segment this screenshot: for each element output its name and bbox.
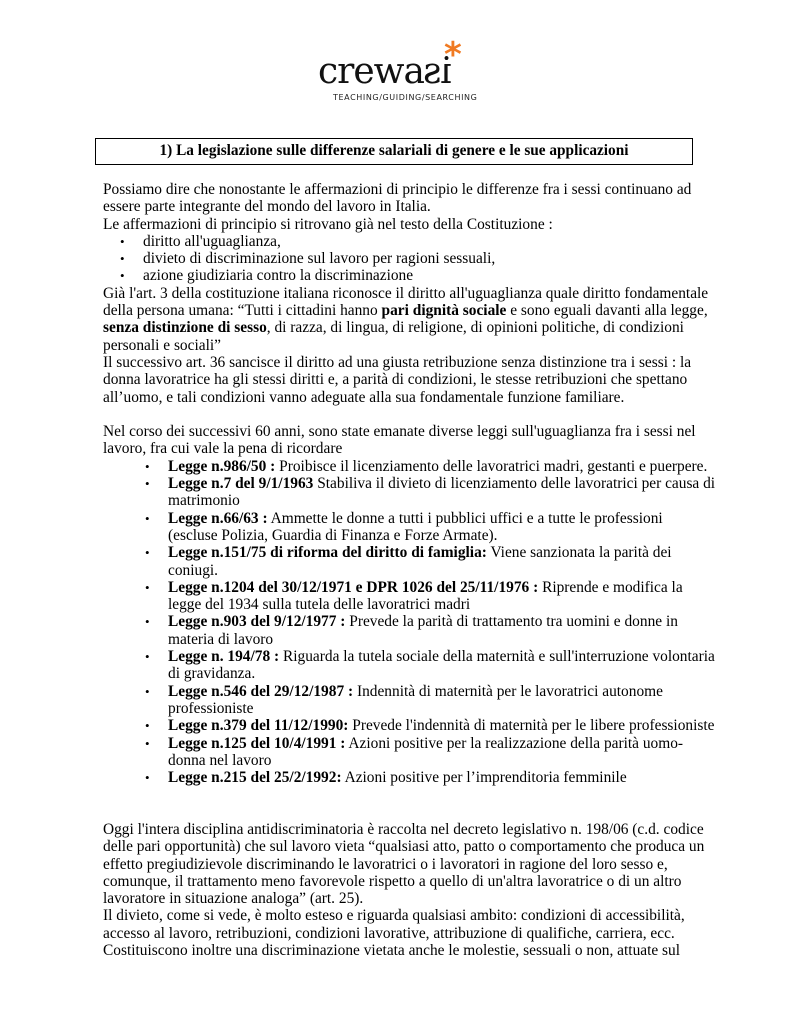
text-line [103,250,703,267]
text-line [103,631,703,648]
text-line [103,752,703,769]
text-line [103,821,703,838]
bold-text: Legge n.379 del 11/12/1990: [168,717,349,735]
text: accesso al lavoro, retribuzioni, condizioni lavorative, attribuzione di qualifiche, carriera, ecc. [103,924,675,942]
text: comunque, il trattamento meno favorevole rispetto a quello di un'altra lavoratrice o di un altro [103,872,682,890]
list-item [103,510,703,545]
list-item [103,648,715,683]
text: lavoratore in situazione analoga” (art. 25). [103,890,364,908]
bullet-icon: • [120,251,125,267]
text-line [103,527,703,544]
text-line [103,562,703,579]
text-line [103,717,715,735]
text: donna nel lavoro [168,751,272,769]
bullet-icon: • [145,683,150,699]
bold-text: Legge n. 194/78 : [168,648,280,666]
text: Indennità di maternità per le lavoratrici autonome [353,682,663,700]
text: di gravidanza. [168,665,256,683]
text: Le affermazioni di principio si ritrovano già nel testo della Costituzione : [103,215,553,233]
bullet-icon: • [120,268,125,284]
text-line [103,475,716,493]
bold-text: Legge n.125 del 10/4/1991 : [168,734,346,752]
list-item [103,457,708,475]
text: Azioni positive per l’imprenditoria femminile [341,769,627,787]
text: Già l'art. 3 della costituzione italiana riconosce il diritto all'uguaglianza quale diritto fondamentale [103,284,709,302]
text: Viene sanzionata la parità dei [486,544,672,562]
paragraph [103,181,703,233]
text-line [103,683,703,700]
text: Prevede l'indennità di maternità per le libere professioniste [348,717,715,735]
text-line [103,856,703,873]
text: professioniste [168,699,254,717]
text: azione giudiziaria contro la discriminazione [143,267,414,285]
text-line [103,319,703,336]
logo-wordmark [318,52,452,92]
bold-text: Legge n.215 del 25/2/1992: [168,769,342,787]
text: Il divieto, come si vede, è molto esteso e riguarda qualsiasi ambito: condizioni di accessibilità, [103,907,685,925]
text: Prevede la parità di trattamento tra uomini e donne in [345,613,678,631]
text: Il successivo art. 36 sancisce il diritto ad una giusta retribuzione senza distinzione tra i sessi : la [103,353,692,371]
text: coniugi. [168,561,219,579]
text-line [103,613,703,630]
text: essere parte integrante del mondo del lavoro in Italia. [103,198,431,216]
text: Nel corso dei successivi 60 anni, sono state emanate diverse leggi sull'uguaglianza fra i sessi nel [103,423,696,441]
section-title: 1) La legislazione sulle differenze salariali di genere e le sue applicazioni [95,138,693,165]
bold-text: pari dignità sociale [381,302,507,320]
text-line [103,267,703,284]
text-line [103,492,703,509]
text: Oggi l'intera disciplina antidiscriminatoria è raccolta nel decreto legislativo n. 198/06 (c.d. codice [103,820,704,838]
text: effetto pregiudizievole discriminando le lavoratrici o i lavoratori in ragione del loro sesso e, [103,855,668,873]
paragraph [103,786,703,959]
text-line [103,544,703,561]
paragraph [103,284,709,458]
bullet-icon: • [145,476,150,492]
bullet-icon: • [145,770,150,786]
list-item [103,717,715,735]
text: legge del 1934 sulla tutela delle lavoratrici madri [168,596,471,614]
text: divieto di discriminazione sul lavoro per ragioni sessuali, [143,250,496,268]
text: matrimonio [168,492,240,510]
bullet-icon: • [145,735,150,751]
text-line [103,942,703,959]
text-line [103,337,703,354]
bullet-icon: • [145,614,150,630]
text-line [103,579,703,596]
text-line [103,302,708,320]
text: delle pari opportunità) che sul lavoro vieta “qualsiasi atto, patto o comportamento che produca un [103,838,705,856]
text-line [103,284,709,302]
list-item [103,250,703,267]
bold-text: Legge n.1204 del 30/12/1971 e DPR 1026 del 25/11/1976 : [168,578,539,596]
asterisk-icon: * [444,35,462,75]
text-line [103,925,703,942]
text-line [103,907,703,924]
logo-word-main: crewa [318,51,424,92]
text: donna lavoratrice ha gli stessi diritti e, a parità di condizioni, le stesse retribuzioni che spettano [103,371,688,389]
text-line [103,804,703,821]
text: della persona umana: “Tutti i cittadini hanno [103,302,382,320]
bold-text: Legge n.546 del 29/12/1987 : [168,682,354,700]
text: (escluse Polizia, Guardia di Finanza e Forze Armate). [168,526,498,544]
text: Azioni positive per la realizzazione della parità uomo- [345,734,684,752]
bullet-icon: • [145,579,150,595]
logo-word-flipped: is [423,51,452,92]
bullet-icon: • [145,649,150,665]
text-line [103,665,703,682]
text-line [103,838,703,855]
text-line [103,735,703,752]
bullet-icon: • [145,718,150,734]
text-line [103,354,703,371]
text-line [103,233,703,250]
text-line [103,181,703,198]
text-line [103,648,715,666]
bullet-icon: • [120,233,125,249]
list-item [103,267,703,284]
text-line [103,769,703,786]
text-line [103,510,703,527]
text-line [103,406,703,423]
text-line [103,873,703,890]
list-item [103,735,703,770]
text: diritto all'uguaglianza, [143,232,281,250]
text-line [103,389,703,406]
text-line [103,457,708,475]
text-line [103,371,703,388]
list-item [103,579,703,614]
logo-tagline: TEACHING/GUIDING/SEARCHING [333,93,478,102]
text: all’uomo, e tali condizioni vanno adeguate alla sua fondamentale funzione familiare. [103,388,625,406]
list-item [103,683,703,718]
bold-text: Legge n.903 del 9/12/1977 : [168,613,346,631]
list-item [103,544,703,579]
text-line [103,440,703,457]
text: , di razza, di lingua, di religione, di opinioni politiche, di condizioni [266,319,684,337]
bold-text: senza distinzione di sesso [103,319,267,337]
text: Possiamo dire che nonostante le affermazioni di principio le differenze fra i sessi continuano ad [103,181,692,198]
document-body [103,181,716,960]
list-item [103,233,703,250]
text: lavoro, fra cui vale la pena di ricordare [103,440,343,458]
text: Ammette le donne a tutti i pubblici uffici e a tutte le professioni [267,509,663,527]
bold-text: Legge n.66/63 : [168,509,268,527]
list-item [103,613,703,648]
bold-text: Legge n.151/75 di riforma del diritto di famiglia: [168,544,487,562]
list-item [103,475,716,510]
text-line [103,423,703,440]
text-line [103,216,703,233]
bold-text: Legge n.986/50 : [168,457,276,475]
bullet-icon: • [145,545,150,561]
text: Riprende e modifica la [538,578,683,596]
text: personali e sociali” [103,336,221,354]
text: Riguarda la tutela sociale della maternità e sull'interruzione volontaria [279,648,715,666]
text: Proibisce il licenziamento delle lavoratrici madri, gestanti e puerpere. [275,457,708,475]
bold-text: Legge n.7 del 9/1/1963 [168,475,314,493]
text-line [103,890,703,907]
text: materia di lavoro [168,630,274,648]
text: e sono eguali davanti alla legge, [506,302,708,320]
text: Stabiliva il divieto di licenziamento delle lavoratrici per causa di [313,475,716,493]
text-line [103,786,703,803]
bullet-icon: • [145,510,150,526]
crewais-logo [310,35,480,110]
text-line [103,700,703,717]
text-line [103,596,703,613]
text: Costituiscono inoltre una discriminazione vietata anche le molestie, sessuali o non, attuate sul [103,942,681,960]
list-item [103,769,703,786]
bullet-icon: • [145,458,150,474]
text-line [103,198,703,215]
